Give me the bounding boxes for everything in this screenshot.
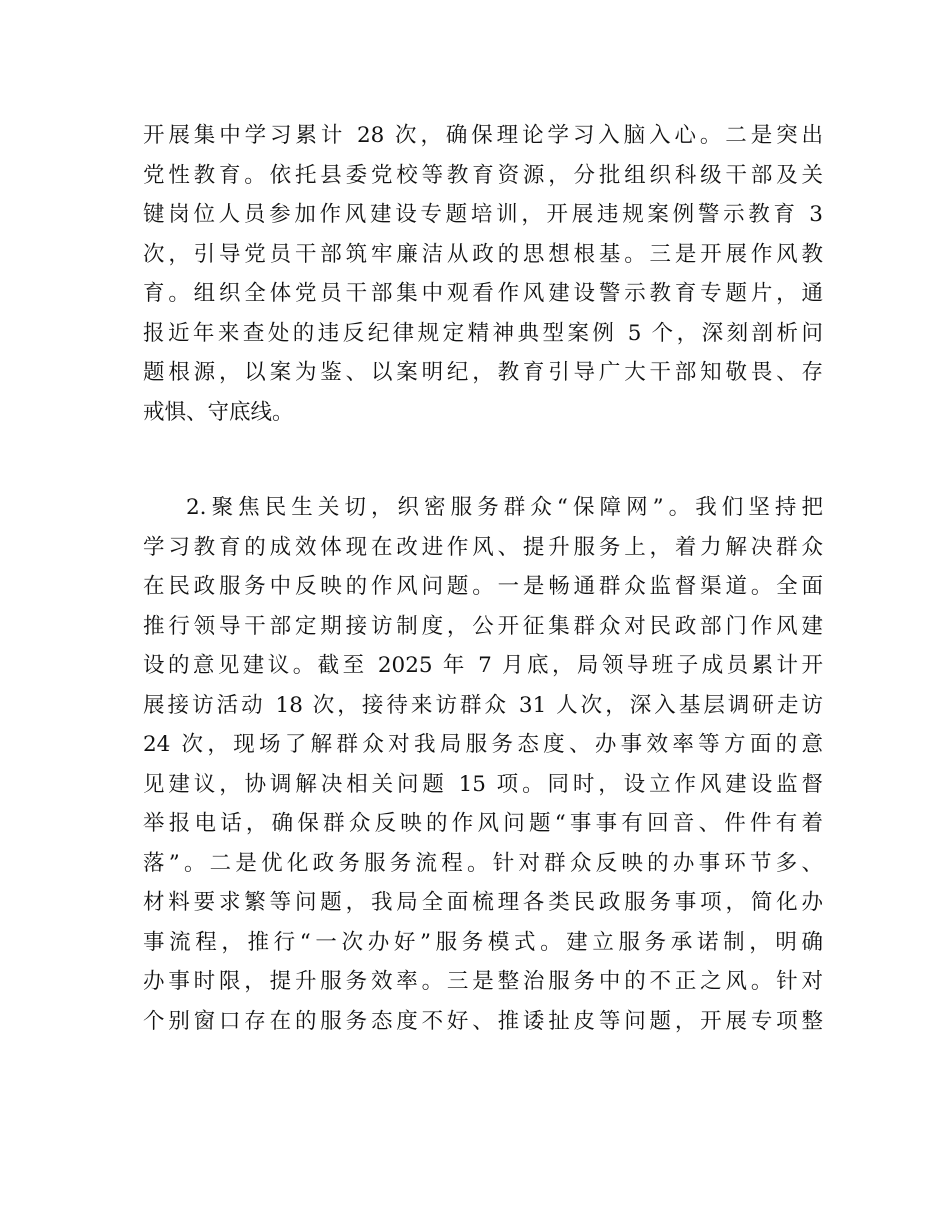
paragraph-line: 举报电话，确保群众反映的作风问题“事事有回音、件件有着: [143, 811, 823, 836]
paragraph-line: 键岗位人员参加作风建设专题培训，开展违规案例警示教育 3: [143, 202, 823, 227]
paragraph-line: 在民政服务中反映的作风问题。一是畅通群众监督渠道。全面: [143, 574, 823, 599]
paragraph-line: 24 次，现场了解群众对我局服务态度、办事效率等方面的意: [143, 732, 823, 757]
paragraph-2: [143, 488, 823, 1041]
paragraph-line: 展接访活动 18 次，接待来访群众 31 人次，深入基层调研走访: [143, 692, 823, 718]
paragraph-line: 事流程，推行“一次办好”服务模式。建立服务承诺制，明确: [143, 929, 823, 955]
paragraph-line: 题根源，以案为鉴、以案明纪，教育引导广大干部知敬畏、存: [143, 360, 823, 385]
paragraph-line: 学习教育的成效体现在改进作风、提升服务上，着力解决群众: [143, 534, 823, 560]
paragraph-line: 见建议，协调解决相关问题 15 项。同时，设立作风建设监督: [143, 771, 823, 797]
paragraph-1: [143, 116, 823, 432]
paragraph-heading-line: 2.聚焦民生关切，织密服务群众“保障网”。我们坚持把: [186, 495, 823, 520]
paragraph-line: 办事时限，提升服务效率。三是整治服务中的不正之风。针对: [143, 969, 823, 994]
paragraph-line: 开展集中学习累计 28 次，确保理论学习入脑入心。二是突出: [143, 123, 823, 148]
paragraph-line: 材料要求繁等问题，我局全面梳理各类民政服务事项，简化办: [143, 890, 823, 915]
paragraph-line: 育。组织全体党员干部集中观看作风建设警示教育专题片，通: [143, 281, 823, 306]
paragraph-line: 推行领导干部定期接访制度，公开征集群众对民政部门作风建: [143, 613, 823, 639]
paragraph-line: 次，引导党员干部筑牢廉洁从政的思想根基。三是开展作风教: [143, 241, 823, 267]
paragraph-line: 落”。二是优化政务服务流程。针对群众反映的办事环节多、: [143, 850, 823, 876]
paragraph-line: 设的意见建议。截至 2025 年 7 月底，局领导班子成员累计开: [143, 653, 823, 678]
paragraph-line: 党性教育。依托县委党校等教育资源，分批组织科级干部及关: [143, 162, 823, 188]
paragraph-line: 戒惧、守底线。: [143, 399, 294, 425]
paragraph-line: 个别窗口存在的服务态度不好、推诿扯皮等问题，开展专项整: [143, 1008, 823, 1034]
paragraph-line: 报近年来查处的违反纪律规定精神典型案例 5 个，深刻剖析问: [143, 320, 823, 346]
